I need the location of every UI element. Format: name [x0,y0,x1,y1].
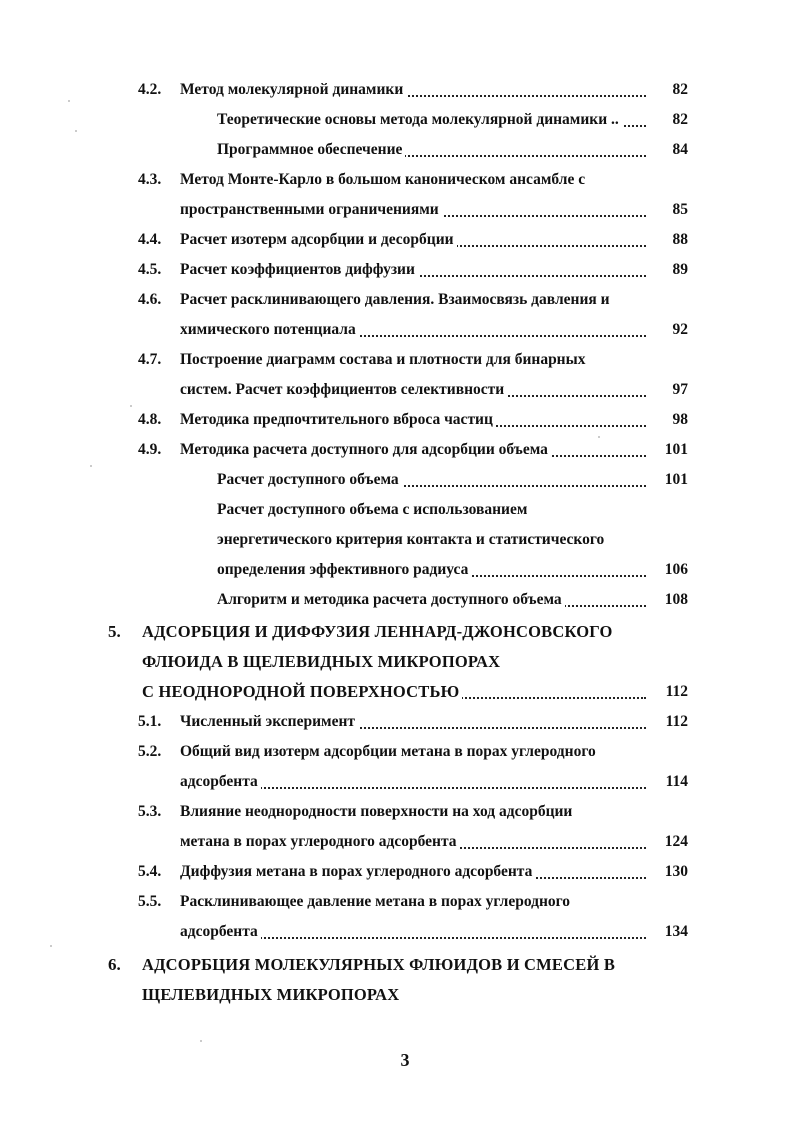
toc-number: 4.8. [138,411,162,428]
chapter-title: АДСОРБЦИЯ И ДИФФУЗИЯ ЛЕННАРД-ДЖОНСОВСКОГО [142,617,646,647]
scan-speck [90,465,92,467]
toc-page-number: 114 [665,773,688,790]
toc-entry-title: Теоретические основы метода молекулярной динамики .. [217,105,646,135]
toc-entry-title: Программное обеспечение [217,135,646,165]
toc-entry-title: Расчет коэффициентов диффузии [180,255,646,285]
toc-page-number: 98 [672,411,688,428]
toc-page-number: 89 [672,261,688,278]
toc-page-number: 112 [665,683,688,700]
toc-number: 4.9. [138,441,162,458]
toc-entry-title: Метод Монте-Карло в большом каноническом ансамбле с [180,165,646,195]
scan-speck [130,405,132,407]
toc-page-number: 88 [672,231,688,248]
chapter-number: 6. [108,955,121,974]
toc-number: 4.6. [138,291,162,308]
scan-speck [200,1040,202,1042]
toc-entry-title-cont: пространственными ограничениями [180,195,646,225]
chapter-title-cont: С НЕОДНОРОДНОЙ ПОВЕРХНОСТЬЮ [142,677,646,707]
scan-speck [68,100,70,102]
toc-entry-title: Метод молекулярной динамики [180,75,646,105]
toc-page-number: 124 [664,833,688,850]
toc-number: 4.5. [138,261,162,278]
toc-page-number: 92 [672,321,688,338]
toc-entry-title-cont: систем. Расчет коэффициентов селективности [180,375,646,405]
toc-entry-title-cont: адсорбента [180,917,646,947]
toc-number: 5.5. [138,893,162,910]
toc-page-number: 101 [664,441,688,458]
chapter-title: АДСОРБЦИЯ МОЛЕКУЛЯРНЫХ ФЛЮИДОВ И СМЕСЕЙ В [142,950,646,980]
toc-entry-title: Построение диаграмм состава и плотности для бинарных [180,345,646,375]
scan-speck [50,945,52,947]
toc-page-number: 134 [664,923,688,940]
toc-page-number: 106 [664,561,688,578]
toc-entry-title-cont: метана в порах углеродного адсорбента [180,827,646,857]
scan-speck [598,436,600,438]
toc-page-number: 84 [672,141,688,158]
toc-page-number: 101 [664,471,688,488]
toc-number: 5.3. [138,803,162,820]
toc-page-number: 130 [664,863,688,880]
toc-number: 4.2. [138,81,162,98]
chapter-title-cont: ФЛЮИДА В ЩЕЛЕВИДНЫХ МИКРОПОРАХ [142,647,646,677]
toc-number: 4.7. [138,351,162,368]
toc-page-number: 108 [664,591,688,608]
toc-number: 5.2. [138,743,162,760]
toc-entry-title: Расклинивающее давление метана в порах углеродного [180,887,646,917]
toc-entry-title: Расчет доступного объема [217,465,646,495]
toc-entry-title-cont: адсорбента [180,767,646,797]
toc-page-number: 82 [672,81,688,98]
toc-entry-title: Методика предпочтительного вброса частиц [180,405,646,435]
toc-entry-title: Влияние неоднородности поверхности на ход адсорбции [180,797,646,827]
toc-entry-title-cont: энергетического критерия контакта и статистического [217,525,646,555]
toc-entry-title: Диффузия метана в порах углеродного адсорбента [180,857,646,887]
toc-page-number: 112 [665,713,688,730]
toc-number: 4.4. [138,231,162,248]
toc-entry-title: Расчет изотерм адсорбции и десорбции [180,225,646,255]
toc-page-number: 82 [672,111,688,128]
toc-entry-title: Общий вид изотерм адсорбции метана в порах углеродного [180,737,646,767]
toc-page-number: 85 [672,201,688,218]
scan-speck [75,130,77,132]
page-number: 3 [400,1050,410,1070]
toc-number: 5.1. [138,713,162,730]
toc-number: 5.4. [138,863,162,880]
toc-entry-title-cont: химического потенциала [180,315,646,345]
toc-entry-title: Численный эксперимент [180,707,646,737]
toc-entry-title: Методика расчета доступного для адсорбции объема [180,435,646,465]
toc-page-number: 97 [672,381,688,398]
chapter-title-cont: ЩЕЛЕВИДНЫХ МИКРОПОРАХ [142,980,646,1010]
toc-entry-title: Расчет расклинивающего давления. Взаимосвязь давления и [180,285,646,315]
toc-entry-title: Расчет доступного объема с использованием [217,495,646,525]
toc-number: 4.3. [138,171,162,188]
toc-entry-title: Алгоритм и методика расчета доступного объема [217,585,646,615]
chapter-number: 5. [108,622,121,641]
toc-entry-title-cont: определения эффективного радиуса [217,555,646,585]
